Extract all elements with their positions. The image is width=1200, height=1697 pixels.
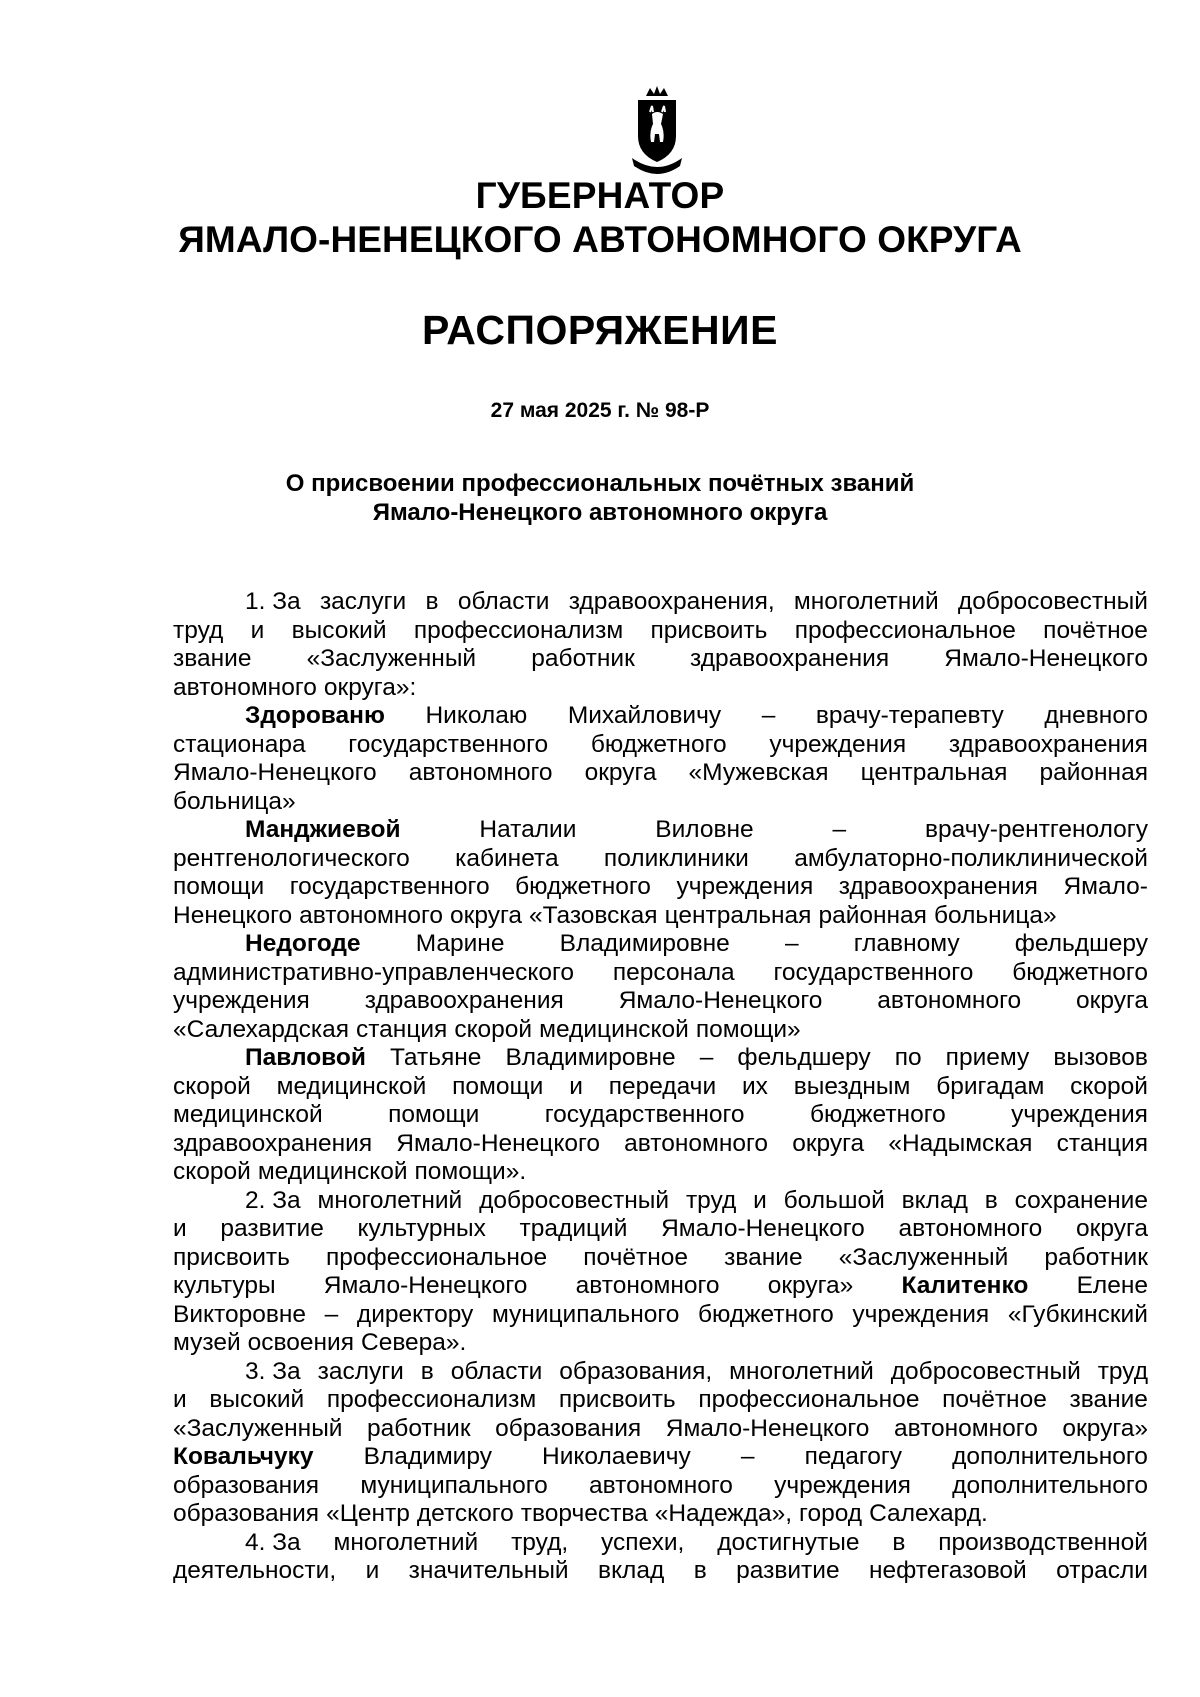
body-word: государственного xyxy=(348,730,549,758)
body-word: Николаевичу xyxy=(542,1443,691,1470)
body-line xyxy=(173,1244,1148,1273)
body-word: традиций xyxy=(519,1215,628,1242)
body-word: Севера». xyxy=(361,1329,467,1356)
body-word: Виловне xyxy=(655,816,754,843)
body-word: амбулаторно-поликлинической xyxy=(794,844,1148,872)
body-word: профессиональное xyxy=(698,1386,920,1413)
body-word: приему xyxy=(945,1044,1030,1071)
body-word: округа xyxy=(584,759,657,786)
body-word: Ямало-Ненецкого xyxy=(944,645,1148,672)
body-word: Наталии xyxy=(479,816,577,843)
body-word: Владимировне xyxy=(559,930,730,957)
body-word: Ямало-Ненецкого xyxy=(661,1215,865,1242)
body-line xyxy=(173,1443,1148,1472)
body-word: образования, xyxy=(559,1357,713,1385)
body-word: фельдшеру xyxy=(737,1044,871,1071)
body-line xyxy=(173,1016,1148,1045)
body-word: центральная xyxy=(664,901,812,929)
body-line xyxy=(173,674,1148,703)
body-word: учреждения xyxy=(769,730,907,758)
body-word: бюджетного xyxy=(698,1300,834,1328)
body-word: звание xyxy=(724,1243,803,1271)
body-word: «Тазовская xyxy=(528,901,658,929)
body-word: в xyxy=(892,1528,906,1556)
coat-of-arms-icon xyxy=(628,84,686,174)
body-word: поликлиники xyxy=(603,844,749,872)
body-word: бюджетного xyxy=(515,873,651,900)
body-line xyxy=(173,788,1148,817)
body-word: педагогу xyxy=(804,1443,903,1470)
body-word: Манджиевой xyxy=(245,816,401,843)
body-word: персонала xyxy=(612,958,735,986)
body-word: – xyxy=(324,1300,339,1328)
body-line xyxy=(173,1130,1148,1159)
body-word: округа xyxy=(792,1129,865,1157)
body-word: их xyxy=(741,1072,768,1100)
body-word: детского xyxy=(416,1500,514,1527)
body-word: помощи». xyxy=(414,1158,527,1185)
body-word: здравоохранения xyxy=(173,1129,373,1157)
body-word: муниципального xyxy=(491,1300,680,1328)
body-line xyxy=(173,1557,1148,1586)
body-word: значительный xyxy=(408,1557,569,1584)
body-word: Ямало-Ненецкого xyxy=(173,759,377,786)
body-line xyxy=(173,1472,1148,1501)
body-line xyxy=(173,1073,1148,1102)
body-word: производственной xyxy=(938,1528,1148,1556)
body-line xyxy=(173,1301,1148,1330)
body-word: Владимиру xyxy=(363,1443,492,1470)
body-word: по xyxy=(894,1044,922,1071)
body-line xyxy=(173,1158,1148,1187)
document-body xyxy=(173,588,1148,1586)
body-word: дополнительного xyxy=(952,1443,1148,1470)
body-word: автономного xyxy=(173,673,317,701)
body-word: большой xyxy=(783,1186,885,1214)
body-word: культуры xyxy=(173,1272,276,1299)
body-word: учреждения xyxy=(173,987,310,1014)
body-word: помощи xyxy=(452,1072,544,1100)
body-word: Николаю xyxy=(425,702,528,729)
body-word: «Надежда», xyxy=(654,1500,793,1527)
body-word: больница» xyxy=(173,787,296,815)
body-word: автономного xyxy=(299,901,444,929)
body-line xyxy=(173,731,1148,760)
body-line xyxy=(173,617,1148,646)
document-subject xyxy=(0,469,1200,527)
body-word: кабинета xyxy=(455,844,559,872)
body-word: добросовестный xyxy=(890,1357,1081,1385)
body-word: фельдшеру xyxy=(1014,930,1148,957)
body-line xyxy=(173,1101,1148,1130)
body-word: присвоить xyxy=(173,1243,290,1271)
body-word: скорой xyxy=(173,1072,251,1100)
body-word: успехи, xyxy=(601,1528,685,1556)
body-word: отрасли xyxy=(1056,1557,1148,1584)
body-word: «Губкинский xyxy=(1007,1300,1148,1328)
governor-title: ГУБЕРНАТОР xyxy=(475,175,725,216)
body-word: «Салехардская xyxy=(173,1015,349,1043)
body-word: области xyxy=(450,1357,543,1385)
body-line xyxy=(173,645,1148,674)
document-type: РАСПОРЯЖЕНИЕ xyxy=(422,307,778,353)
body-word: районная xyxy=(818,901,927,929)
body-word: работник xyxy=(531,645,635,672)
body-word: округа»: xyxy=(323,673,417,701)
body-word: «Заслуженный xyxy=(306,645,477,672)
body-line xyxy=(173,873,1148,902)
body-word: здравоохранения xyxy=(690,645,890,672)
body-word: труд xyxy=(685,1186,737,1214)
body-word: творчества xyxy=(520,1500,648,1527)
body-word: дополнительного xyxy=(952,1471,1148,1499)
body-word: – xyxy=(699,1044,714,1071)
body-word: и xyxy=(173,1215,187,1242)
body-word: труд xyxy=(173,616,224,644)
body-word: бюджетного xyxy=(809,1101,946,1128)
body-word: почётное xyxy=(583,1243,689,1271)
body-word: «Мужевская xyxy=(688,759,829,786)
body-word: – xyxy=(761,702,776,729)
body-word: Ямало-Ненецкого xyxy=(323,1272,528,1299)
body-word: профессионализм xyxy=(413,616,624,644)
body-word: и xyxy=(173,1386,187,1413)
body-word: Ямало-Ненецкого xyxy=(618,987,823,1014)
body-line xyxy=(173,759,1148,788)
body-word: присвоить xyxy=(558,1386,676,1413)
body-word: почётное xyxy=(1043,616,1148,644)
body-word: Ямало-Ненецкого xyxy=(396,1129,600,1157)
body-word: директору xyxy=(356,1300,474,1328)
body-word: автономного xyxy=(408,759,553,786)
body-word: 3. За xyxy=(245,1357,301,1385)
body-word: Салехард. xyxy=(869,1500,988,1527)
body-word: дневного xyxy=(1044,702,1148,729)
body-word: Павловой xyxy=(245,1044,366,1071)
body-word: стационара xyxy=(173,730,306,758)
body-word: профессиональное xyxy=(326,1243,548,1271)
body-word: бюджетного xyxy=(590,730,727,758)
body-word: развитие xyxy=(736,1557,840,1584)
body-word: Михайловичу xyxy=(567,702,722,729)
body-word: заслуги xyxy=(317,1357,404,1385)
body-line xyxy=(173,1329,1148,1358)
body-word: «Заслуженный xyxy=(173,1414,343,1442)
body-word: многолетний xyxy=(333,1528,479,1556)
body-word: округа xyxy=(450,901,522,929)
body-word: многолетний xyxy=(317,1186,463,1214)
body-word: «Центр xyxy=(326,1500,410,1527)
body-word: станция xyxy=(1056,1129,1148,1157)
body-word: профессионализм xyxy=(326,1386,537,1413)
body-word: Елене xyxy=(1076,1272,1148,1299)
body-line xyxy=(173,1386,1148,1415)
body-word: в xyxy=(984,1186,998,1214)
body-word: скорой xyxy=(1070,1072,1148,1100)
body-word: высокий xyxy=(209,1386,305,1413)
body-word: Викторовне xyxy=(173,1300,307,1328)
body-word: многолетний xyxy=(729,1357,874,1385)
body-word: округа xyxy=(1076,1215,1148,1242)
body-word: Здорованю xyxy=(245,702,385,729)
body-word: автономного xyxy=(877,987,1022,1014)
body-word: Ямало-Ненецкого xyxy=(665,1414,870,1442)
body-word: в xyxy=(693,1557,707,1584)
body-word: государственного xyxy=(289,873,490,900)
body-word: труд, xyxy=(511,1528,569,1556)
body-word: почётное xyxy=(942,1386,1047,1413)
body-word: образования xyxy=(173,1471,320,1499)
body-line xyxy=(173,1529,1148,1558)
body-word: врачу-рентгенологу xyxy=(925,816,1148,843)
body-word: скорой xyxy=(173,1158,251,1185)
body-word: государственного xyxy=(773,958,974,986)
body-line xyxy=(173,1415,1148,1444)
body-line xyxy=(173,987,1148,1016)
subject-line: О присвоении профессиональных почётных званий xyxy=(285,470,915,497)
body-word: округа» xyxy=(767,1272,854,1299)
body-word: звание xyxy=(173,645,252,672)
body-word: нефтегазовой xyxy=(869,1557,1027,1584)
body-word: выездным xyxy=(793,1072,911,1100)
body-word: Ковальчуку xyxy=(173,1443,314,1470)
body-word: учреждения xyxy=(852,1300,990,1328)
body-word: автономного xyxy=(589,1471,733,1499)
body-line xyxy=(173,1358,1148,1387)
body-word: автономного xyxy=(575,1272,720,1299)
body-word: здравоохранения, xyxy=(568,588,775,615)
subject-line: Ямало-Ненецкого автономного округа xyxy=(372,499,828,526)
body-word: и xyxy=(250,616,265,644)
body-word: автономного xyxy=(893,1414,1038,1442)
body-word: помощи» xyxy=(695,1015,801,1043)
body-word: в xyxy=(425,588,439,615)
body-line xyxy=(173,1044,1148,1073)
body-word: медицинской xyxy=(173,1101,323,1128)
body-word: Татьяне xyxy=(390,1044,482,1071)
body-word: образования xyxy=(173,1500,320,1527)
body-word: помощи xyxy=(388,1101,480,1128)
body-word: работник xyxy=(367,1414,471,1442)
body-word: 1. За xyxy=(245,588,301,615)
body-word: скорой xyxy=(454,1015,533,1043)
body-word: Владимировне xyxy=(505,1044,676,1071)
body-word: учреждения xyxy=(1011,1101,1148,1128)
body-word: медицинской xyxy=(257,1158,408,1185)
body-word: многолетний xyxy=(793,588,939,615)
region-subtitle: ЯМАЛО-НЕНЕЦКОГО АВТОНОМНОГО ОКРУГА xyxy=(178,219,1022,260)
body-word: 4. За xyxy=(245,1528,301,1556)
body-word: освоения xyxy=(247,1329,354,1356)
body-word: добросовестный xyxy=(957,588,1148,615)
body-word: и xyxy=(753,1186,767,1214)
body-word: – xyxy=(784,930,799,957)
body-word: высокий xyxy=(291,616,387,644)
body-word: вызовов xyxy=(1053,1044,1148,1071)
body-word: помощи xyxy=(173,873,265,900)
body-word: учреждения xyxy=(676,873,814,900)
body-word: деятельности, xyxy=(173,1557,337,1584)
body-word: вклад xyxy=(598,1557,665,1584)
body-word: 2. За xyxy=(245,1186,301,1214)
body-word: Калитенко xyxy=(901,1272,1029,1299)
body-word: административно-управленческого xyxy=(173,958,575,986)
body-word: станция xyxy=(355,1015,448,1043)
body-word: звание xyxy=(1069,1386,1148,1413)
body-line xyxy=(173,845,1148,874)
body-word: автономного xyxy=(898,1215,1043,1242)
body-word: округа» xyxy=(1062,1414,1148,1442)
body-word: профессиональное xyxy=(794,616,1016,644)
body-word: в xyxy=(420,1357,434,1385)
body-word: государственного xyxy=(544,1101,745,1128)
body-word: образования xyxy=(495,1414,642,1442)
body-word: передачи xyxy=(608,1072,717,1100)
body-word: Марине xyxy=(415,930,505,957)
body-word: больница» xyxy=(933,901,1057,929)
body-word: учреждения xyxy=(774,1471,911,1499)
body-word: добросовестный xyxy=(479,1186,670,1214)
body-word: город xyxy=(799,1500,863,1527)
body-word: – xyxy=(832,816,847,843)
body-line xyxy=(173,930,1148,959)
body-line xyxy=(173,816,1148,845)
body-word: медицинской xyxy=(276,1072,427,1100)
body-word: муниципального xyxy=(360,1471,548,1499)
body-word: «Надымская xyxy=(888,1129,1033,1157)
body-word: присвоить xyxy=(650,616,768,644)
body-word: заслуги xyxy=(319,588,407,615)
body-line xyxy=(173,1187,1148,1216)
document-date-number: 27 мая 2025 г. № 98-Р xyxy=(490,399,710,422)
body-line xyxy=(173,1215,1148,1244)
body-word: «Заслуженный xyxy=(838,1243,1009,1271)
body-word: Ямало- xyxy=(1063,873,1148,900)
body-line xyxy=(173,702,1148,731)
body-word: музей xyxy=(173,1329,241,1356)
body-word: и xyxy=(569,1072,583,1100)
body-word: центральная xyxy=(860,759,1008,786)
body-line xyxy=(173,588,1148,617)
body-word: Недогоде xyxy=(245,930,361,957)
body-word: бюджетного xyxy=(1012,958,1148,986)
body-line xyxy=(173,959,1148,988)
body-word: рентгенологического xyxy=(173,844,410,872)
body-word: врачу-терапевту xyxy=(815,702,1004,729)
body-word: здравоохранения xyxy=(838,873,1038,900)
body-word: достигнутые xyxy=(717,1528,860,1556)
body-word: медицинской xyxy=(539,1015,689,1043)
body-word: главному xyxy=(853,930,960,957)
body-word: труд xyxy=(1097,1357,1148,1385)
body-word: здравоохранения xyxy=(948,730,1148,758)
body-word: вклад xyxy=(901,1186,968,1214)
body-word: и xyxy=(365,1557,380,1584)
body-word: сохранение xyxy=(1014,1186,1148,1214)
body-line xyxy=(173,1500,1148,1529)
body-word: Ненецкого xyxy=(173,901,293,929)
body-word: работник xyxy=(1044,1243,1148,1271)
body-line xyxy=(173,1272,1148,1301)
body-word: культурных xyxy=(357,1215,486,1242)
body-word: – xyxy=(740,1443,755,1470)
body-word: здравоохранения xyxy=(364,987,564,1014)
body-word: бригадам xyxy=(936,1072,1045,1100)
body-line xyxy=(173,902,1148,931)
body-word: области xyxy=(457,588,550,615)
body-word: автономного xyxy=(624,1129,769,1157)
body-word: районная xyxy=(1039,759,1148,786)
body-word: развитие xyxy=(220,1215,324,1242)
body-word: округа xyxy=(1076,987,1148,1014)
